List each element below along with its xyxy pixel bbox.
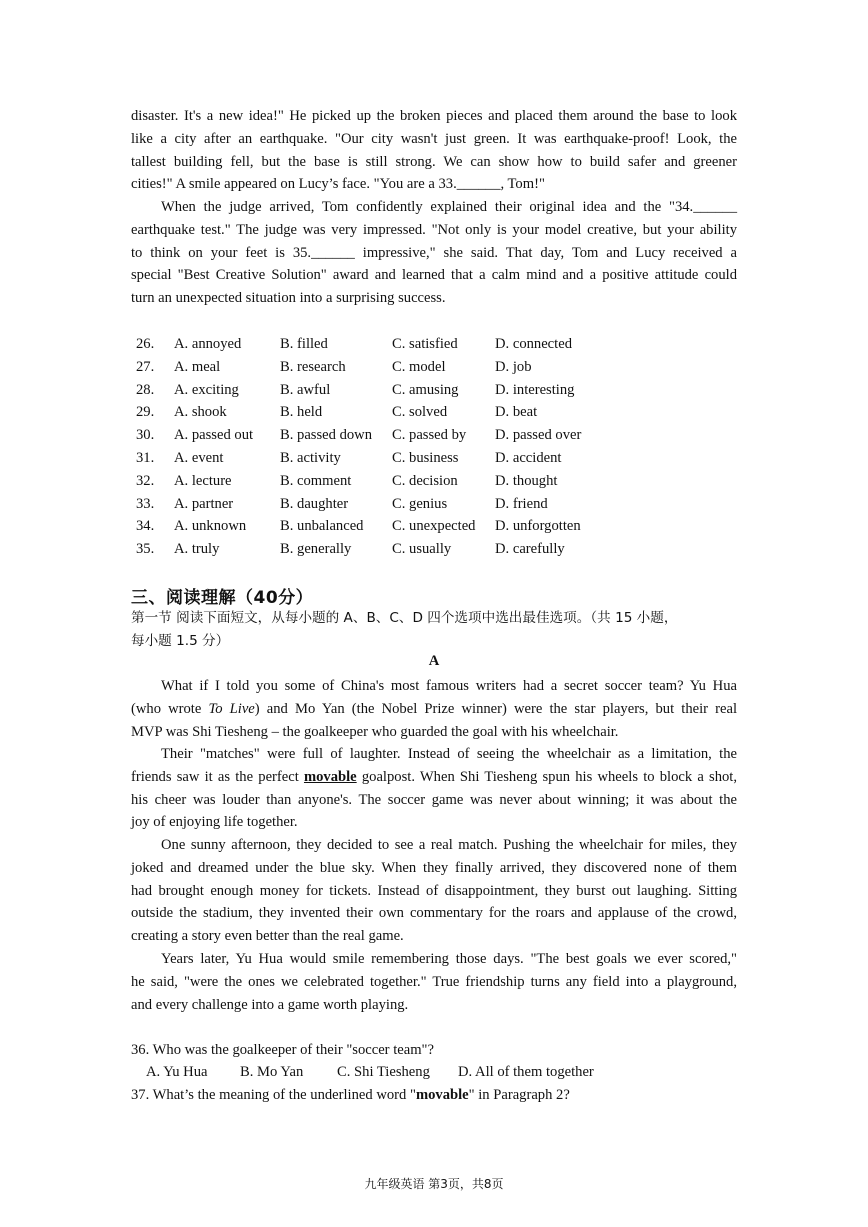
text-fragment: (who wrote: [131, 700, 209, 717]
question-37: [131, 1084, 570, 1107]
option-c: C. business: [392, 449, 459, 466]
text-line: and every challenge into a game worth playing.: [131, 996, 409, 1013]
option-d: D. friend: [495, 495, 548, 512]
option-b: B. activity: [280, 449, 341, 466]
answer-option-a[interactable]: A. Yu Hua: [146, 1064, 208, 1080]
option-a: A. shook: [174, 404, 227, 421]
page-footer: 九年级英语 第3页，共8页: [364, 1177, 504, 1191]
section-instructions: [131, 607, 741, 653]
text-line: Their "matches" were full of laughter. Instead of seeing the wheelchair as a limitation, the: [161, 746, 737, 762]
passage-a-paragraph-2: [131, 743, 737, 834]
question-number: 33.: [136, 495, 155, 512]
text-line: creating a story even better than the real game.: [131, 928, 404, 945]
option-c: C. amusing: [392, 381, 459, 398]
question-36: 36. Who was the goalkeeper of their "soccer team"?: [131, 1042, 434, 1058]
cloze-passage-paragraph-1: [131, 105, 737, 196]
text-line: to think on your feet is 35.______ impressive," she said. That day, Tom and Lucy received a: [131, 244, 737, 261]
option-b: B. unbalanced: [280, 518, 364, 535]
option-d: D. unforgotten: [495, 518, 581, 535]
option-b: B. held: [280, 404, 323, 421]
option-b: B. research: [280, 358, 346, 375]
bold-word: movable: [415, 1087, 469, 1103]
option-a: A. annoyed: [174, 336, 242, 352]
option-d: D. accident: [495, 449, 562, 466]
option-b: B. daughter: [280, 495, 349, 512]
text-line: joked and dreamed under the blue sky. When they finally arrived, they discovered none of them: [131, 859, 737, 876]
question-number: 35.: [136, 541, 155, 558]
option-c: C. model: [392, 358, 446, 375]
text-line: disaster. It's a new idea!" He picked up the broken pieces and placed them around the base to look: [131, 108, 737, 124]
instruction-line: 每小题 1.5 分）: [131, 632, 230, 649]
text-line: like a city after an earthquake. "Our city wasn't just green. It was earthquake-proof! Look, the: [131, 130, 737, 147]
question-number: 31.: [136, 449, 155, 466]
option-a: A. event: [174, 449, 224, 466]
question-number: 26.: [136, 336, 155, 352]
option-c: C. passed by: [392, 427, 467, 444]
book-title: To Live: [208, 700, 255, 717]
question-number: 27.: [136, 358, 155, 375]
option-d: D. beat: [495, 404, 538, 421]
text-line: his cheer was louder than anyone's. The soccer game was never about winning; it was about the: [131, 791, 737, 808]
text-line: One sunny afternoon, they decided to see a real match. Pushing the wheelchair for miles, they: [161, 837, 737, 853]
option-a: A. truly: [174, 541, 220, 558]
text-line: cities!" A smile appeared on Lucy’s face. "You are a 33.______, Tom!": [131, 176, 545, 193]
text-fragment: goalpost. When Shi Tiesheng spun his wheels to block a shot,: [356, 768, 737, 785]
text-line: What if I told you some of China's most famous writers had a secret soccer team? Yu Hua: [161, 678, 737, 694]
option-a: A. lecture: [174, 472, 232, 489]
question-number: 29.: [136, 404, 155, 421]
text-line: turn an unexpected situation into a surprising success.: [131, 290, 446, 307]
option-c: C. unexpected: [392, 518, 476, 535]
passage-a-paragraph-3: [131, 834, 737, 948]
text-line: special "Best Creative Solution" award and learned that a calm mind and a positive attitude could: [131, 267, 737, 284]
passage-a-paragraph-1: [131, 675, 737, 743]
text-fragment: 37. What’s the meaning of the underlined word ": [131, 1087, 416, 1103]
text-fragment: friends saw it as the perfect: [131, 768, 304, 785]
option-c: C. solved: [392, 404, 448, 421]
text-line: Years later, Yu Hua would smile remembering those days. "The best goals we ever scored,": [161, 951, 737, 967]
option-a: A. unknown: [174, 518, 247, 535]
answer-option-d[interactable]: D. All of them together: [458, 1064, 594, 1080]
option-a: A. exciting: [174, 381, 239, 398]
text-line: outside the stadium, they invented their own commentary for the roars and applause of the crowd,: [131, 905, 737, 922]
text-fragment: ) and Mo Yan (the Nobel Prize winner) were the star players, but their real: [254, 700, 737, 717]
text-line: had brought enough money for tickets. Instead of disappointment, they burst out laughing. Sitting: [131, 882, 737, 899]
section-title: 三、阅读理解（40分）: [131, 588, 314, 608]
option-b: B. passed down: [280, 427, 373, 444]
answer-option-b[interactable]: B. Mo Yan: [240, 1064, 304, 1080]
text-line: earthquake test." The judge was very impressed. "Not only is your model creative, but your ability: [131, 221, 737, 238]
text-fragment: " in Paragraph 2?: [468, 1087, 570, 1103]
text-line: [131, 698, 737, 721]
passage-label: A: [428, 653, 440, 669]
option-a: A. partner: [174, 495, 234, 512]
question-number: 30.: [136, 427, 155, 444]
underlined-word: movable: [303, 768, 357, 785]
text-line: tallest building fell, but the base is still strong. We can show how to build safer and greener: [131, 153, 737, 170]
option-a: A. meal: [174, 358, 221, 375]
text-line: When the judge arrived, Tom confidently explained their original idea and the "34.______: [161, 199, 737, 215]
option-d: D. connected: [495, 336, 572, 352]
text-line: [131, 766, 737, 789]
question-number: 34.: [136, 518, 155, 535]
text-line: MVP was Shi Tiesheng – the goalkeeper who guarded the goal with his wheelchair.: [131, 723, 619, 740]
option-b: B. comment: [280, 472, 352, 489]
question-number: 32.: [136, 472, 155, 489]
option-b: B. generally: [280, 541, 352, 558]
question-36-options: [146, 1061, 616, 1084]
option-c: C. satisfied: [392, 336, 458, 352]
passage-a-paragraph-4: [131, 948, 737, 1016]
option-b: B. awful: [280, 381, 331, 398]
option-c: C. genius: [392, 495, 448, 512]
option-d: D. passed over: [495, 427, 582, 444]
option-d: D. job: [495, 358, 532, 375]
cloze-passage-paragraph-2: [131, 196, 737, 310]
option-a: A. passed out: [174, 427, 254, 444]
instruction-line: 第一节 阅读下面短文，从每小题的 A、B、C、D 四个选项中选出最佳选项。（共 15 小题，: [131, 610, 678, 626]
text-line: he said, "were the ones we celebrated together." True friendship turns any field into a playground,: [131, 973, 737, 990]
question-number: 28.: [136, 381, 155, 398]
answer-option-c[interactable]: C. Shi Tiesheng: [337, 1064, 430, 1080]
option-c: C. usually: [392, 541, 452, 558]
option-d: D. thought: [495, 472, 558, 489]
text-line: joy of enjoying life together.: [131, 814, 298, 831]
option-c: C. decision: [392, 472, 458, 489]
option-d: D. interesting: [495, 381, 575, 398]
option-b: B. filled: [280, 336, 328, 352]
option-d: D. carefully: [495, 541, 565, 558]
